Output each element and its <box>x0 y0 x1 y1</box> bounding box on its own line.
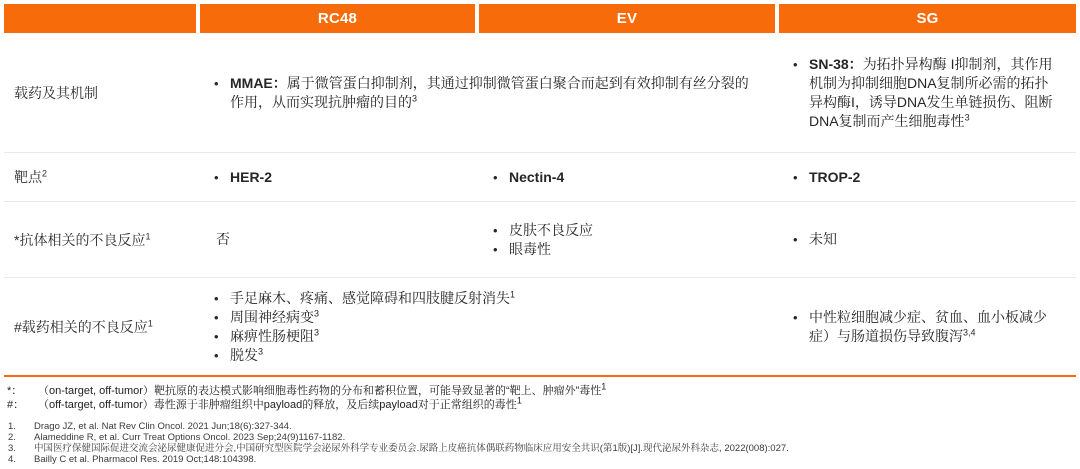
reference-item <box>4 454 1076 465</box>
superscript: 3 <box>314 307 320 318</box>
bullet-icon: • <box>793 309 798 325</box>
row-label-antibody-ae <box>4 202 196 277</box>
antibody-ae-sg: 未知 <box>809 231 837 247</box>
superscript: 1 <box>601 381 607 392</box>
superscript: 1 <box>516 394 522 405</box>
reference-item <box>4 443 1076 454</box>
cell-rc48-target <box>200 153 475 201</box>
row-label-text: #载药相关的不良反应$^1$ <box>14 317 153 335</box>
table-row-target <box>4 153 1076 202</box>
table-row-antibody-ae <box>4 202 1076 278</box>
list-item <box>793 308 1062 346</box>
bullet-icon: • <box>793 169 798 185</box>
bullet-icon: • <box>493 241 498 257</box>
header-cell-sg: SG <box>779 4 1076 33</box>
target-trop2: TROP-2 <box>809 168 861 185</box>
bullet-icon: • <box>214 309 219 325</box>
bullet-icon: • <box>214 290 219 306</box>
cell-sg-antibody-ae <box>779 202 1076 277</box>
superscript: 3 <box>412 92 418 103</box>
table-row-payload-mechanism <box>4 33 1076 153</box>
antibody-ae-ev-eye: 眼毒性 <box>509 240 551 257</box>
list-item <box>793 55 1062 131</box>
payload-ae-item: 周围神经病变$^3$ <box>230 307 320 325</box>
bullet-icon: • <box>493 169 498 185</box>
header-cell-ev: EV <box>479 4 775 33</box>
cell-sg-target <box>779 153 1076 201</box>
bullet-icon: • <box>793 232 798 247</box>
row-label-target <box>4 153 196 201</box>
list-item <box>214 327 761 346</box>
superscript: 3,4 <box>963 326 976 337</box>
bullet-icon: • <box>493 222 498 238</box>
payload-ae-sg: 中性粒细胞减少症、贫血、血小板减少症）与肠道损伤导致腹泻$^{3,4}$ <box>809 308 1047 344</box>
bullet-icon: • <box>214 75 219 91</box>
reference-text: 中国医疗保健国际促进交流会泌尿健康促进分会,中国研究型医院学会泌尿外科学专业委员会.尿路上皮癌抗体偶联药物临床应用安全共识(第1版)[J].现代泌尿外科杂志, 2022(008):027. <box>34 443 789 454</box>
table-row-payload-ae <box>4 278 1076 375</box>
payload-ae-item: 手足麻木、疼痛、感觉障碍和四肢腱反射消失$^1$ <box>230 288 516 306</box>
row-label-text: *抗体相关的不良反应$^1$ <box>14 230 151 248</box>
superscript: 2 <box>42 168 48 179</box>
target-nectin4: Nectin-4 <box>509 168 565 185</box>
list-item <box>793 168 1062 187</box>
list-item <box>214 168 461 187</box>
superscript: 3 <box>258 345 264 356</box>
cell-sg-payload-ae <box>779 278 1076 375</box>
reference-number: 2. <box>8 432 16 443</box>
payload-sn38-text <box>809 55 1062 131</box>
payload-mmae-text <box>230 74 761 112</box>
payload-mmae-name: MMAE： <box>230 74 287 91</box>
footnote-text: （off-target, off-tumor）毒性源于非肿瘤组织中payload的释放，及后续payload对于正常组织的毒性$^1$ <box>38 394 522 411</box>
footnote-marker: *： <box>7 385 23 397</box>
row-label-text: 载药及其机制 <box>14 84 98 101</box>
reference-item <box>4 421 1076 432</box>
footnote-text: （on-target, off-tumor）靶抗原的表达模式影响细胞毒性药物的分布和蓄积位置，可能导致显著的“靶上、肿瘤外”毒性$^1$ <box>38 381 607 397</box>
superscript: 3 <box>314 326 320 337</box>
table-header-row <box>4 4 1076 33</box>
reference-number: 4. <box>8 454 16 465</box>
list-item <box>214 74 761 112</box>
superscript: 3 <box>964 111 970 122</box>
reference-text: Alameddine R, et al. Curr Treat Options Oncol. 2023 Sep;24(9)1167-1182. <box>34 432 346 443</box>
list-item <box>493 221 761 240</box>
reference-text: Drago JZ, et al. Nat Rev Clin Oncol. 2021 Jun;18(6):327-344. <box>34 421 292 432</box>
payload-sn38-desc: 为拓扑异构酶 I抑制剂，其作用机制为抑制细胞DNA复制所必需的拓扑异构酶I，诱导DNA发生单链损伤、阻断DNA复制而产生细胞毒性 <box>809 55 1053 129</box>
row-label-payload <box>4 33 196 152</box>
header-cell-rc48: RC48 <box>200 4 475 33</box>
bullet-icon: • <box>214 328 219 344</box>
payload-mmae-desc: 属于微管蛋白抑制剂，其通过抑制微管蛋白聚合而起到有效抑制有丝分裂的作用，从而实现抗肿瘤的目的 <box>230 74 749 110</box>
list-item <box>214 289 761 308</box>
reference-number: 3. <box>8 443 16 454</box>
footnote-on-target <box>4 381 1076 399</box>
list-item <box>493 240 761 259</box>
list-item <box>214 308 761 327</box>
bullet-icon: • <box>214 169 219 185</box>
target-her2: HER-2 <box>230 168 273 185</box>
cell-ev-antibody-ae <box>479 202 775 277</box>
payload-ae-item: 麻痹性肠梗阻$^3$ <box>230 326 320 344</box>
bullet-icon: • <box>214 347 219 363</box>
reference-text: Bailly C et al. Pharmacol Res. 2019 Oct;148:104398. <box>34 454 257 465</box>
superscript: 1 <box>147 317 153 328</box>
row-label-text: 靶点$^2$ <box>14 168 48 185</box>
superscript: 1 <box>145 230 151 241</box>
bullet-icon: • <box>793 56 798 72</box>
list-item <box>793 230 1062 249</box>
payload-sn38-name: SN-38： <box>809 55 863 72</box>
footnote-marker: #： <box>7 398 25 411</box>
cell-sg-payload <box>779 33 1076 152</box>
reference-item <box>4 432 1076 443</box>
reference-number: 1. <box>8 421 16 432</box>
cell-rc48-antibody-ae <box>200 202 475 277</box>
row-label-payload-ae <box>4 278 196 375</box>
list-item <box>214 346 761 365</box>
header-cell-empty <box>4 4 196 33</box>
antibody-ae-rc48: 否 <box>216 231 230 247</box>
cell-rc48-ev-payload-ae <box>200 278 775 375</box>
cell-rc48-ev-payload <box>200 33 775 152</box>
superscript: 1 <box>510 288 516 299</box>
reference-list <box>4 421 1076 465</box>
cell-ev-target <box>479 153 775 201</box>
footnote-off-target <box>4 394 1076 413</box>
adc-comparison-table <box>4 4 1076 377</box>
footnotes <box>4 381 1076 412</box>
antibody-ae-ev-skin: 皮肤不良反应 <box>509 221 593 238</box>
payload-ae-item: 脱发$^3$ <box>230 345 264 363</box>
list-item <box>493 168 761 187</box>
